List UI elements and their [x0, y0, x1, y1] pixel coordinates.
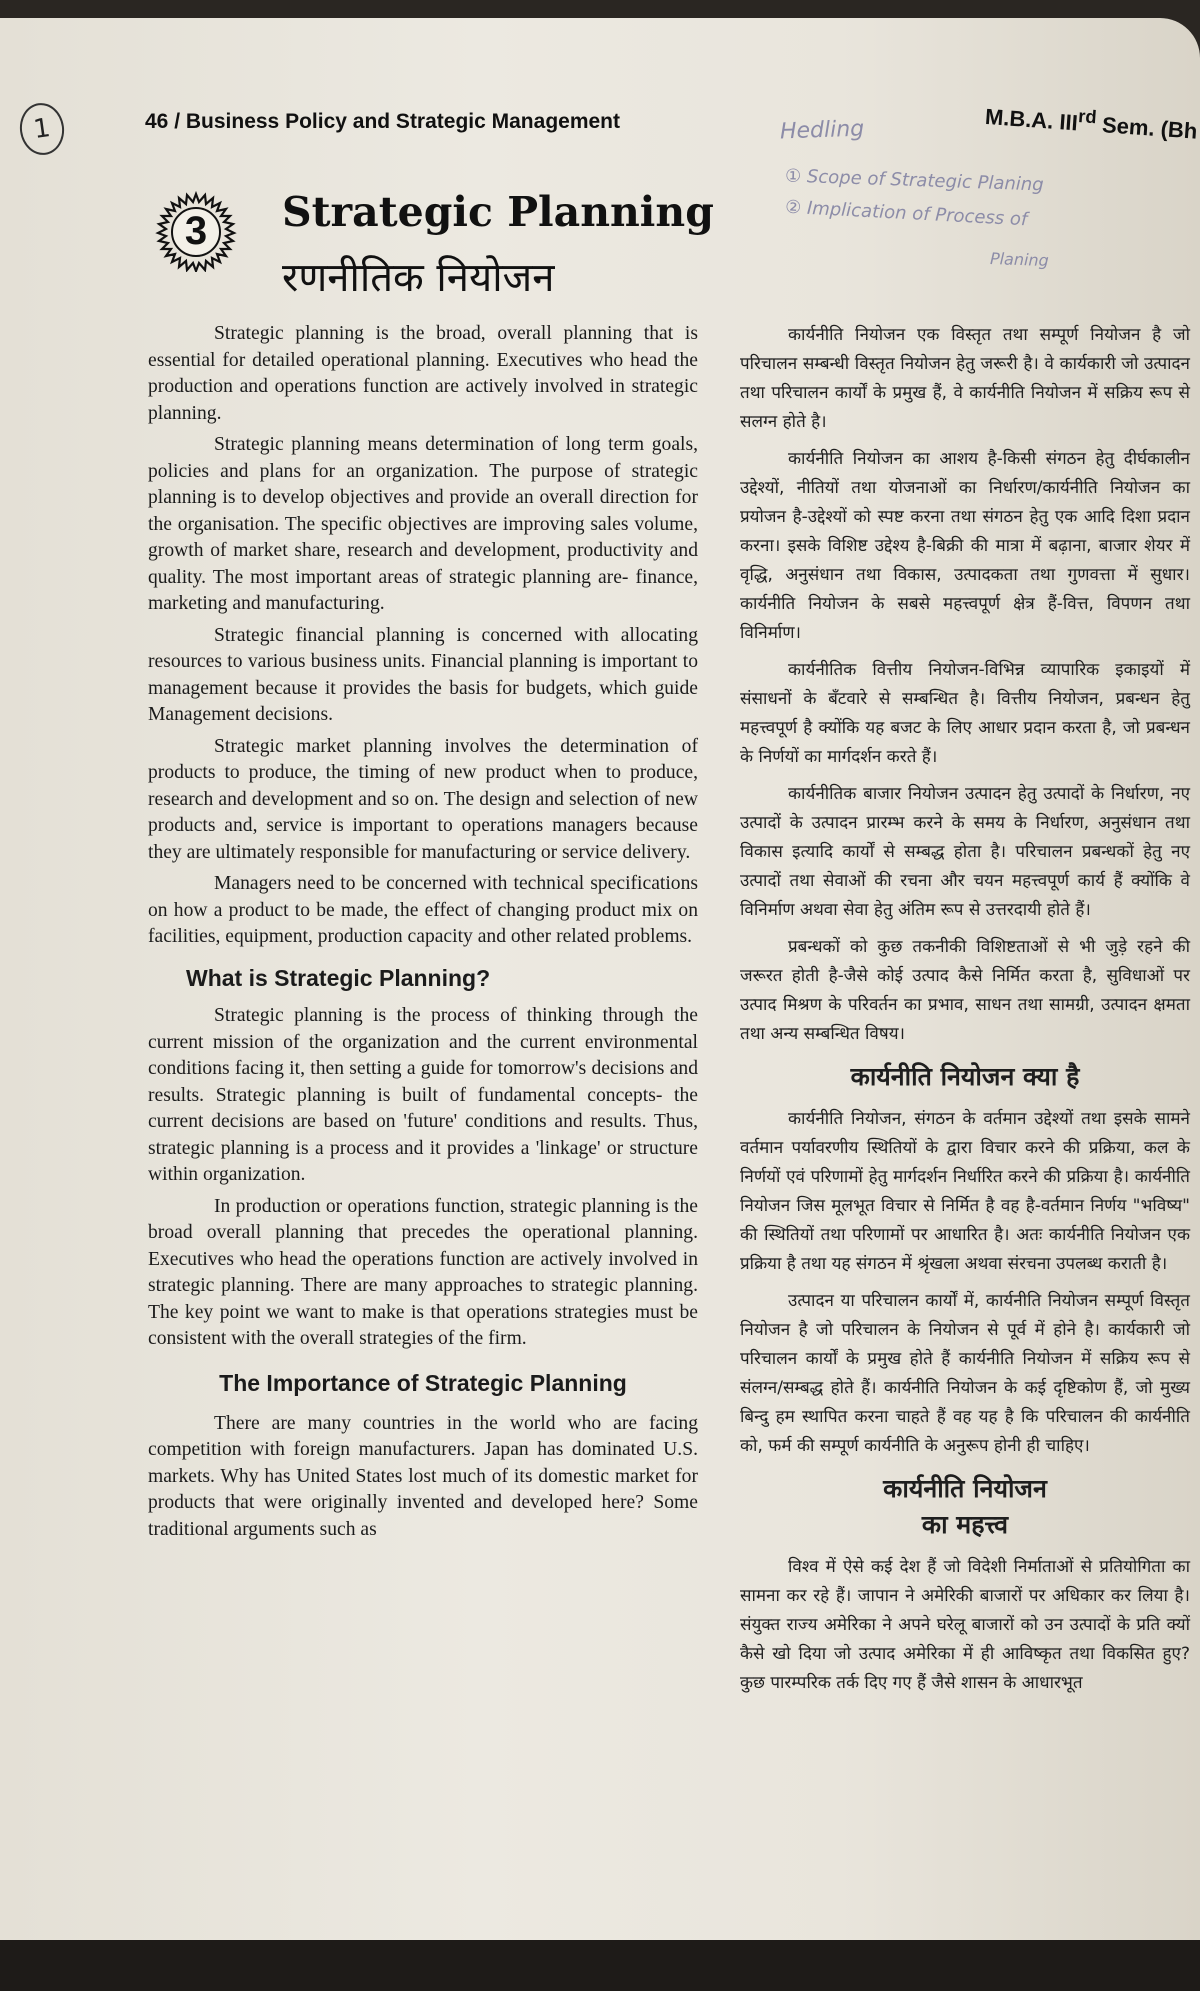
hindi-paragraph: कार्यनीति नियोजन का आशय है-किसी संगठन हेतु दीर्घकालीन उद्देश्यों, नीतियों तथा योजनाओं का निर्धारण/कार्यनीति नियोजन का प्रयोजन है-उद्देश्यों को स्पष्ट करना तथा संगठन हेतु एक आदि दिशा प्रदान करना। इसके विशिष्ट उद्देश्य है-बिक्री की मात्रा में बढ़ाना, बाजार शेयर में वृद्धि, अनुसंधान तथा विकास, उत्पादकता तथा गुणवत्ता में सुधार। कार्यनीति नियोजन के सबसे महत्त्वपूर्ण क्षेत्र हैं-वित्त, विपणन तथा विनिर्माण। — [740, 449, 1190, 643]
course-label: M.B.A. III — [984, 103, 1079, 136]
heading-what-is-strategic-planning: What is Strategic Planning? — [186, 964, 491, 991]
chapter-number: 3 — [184, 209, 208, 253]
handwritten-note-scope: ① Scope of Strategic Planing — [784, 165, 1045, 196]
hindi-heading-importance-line2: का महत्त्व — [921, 1510, 1009, 1539]
handwritten-note-implication: ② Implication of Process of — [784, 196, 1028, 231]
hindi-paragraph: कार्यनीति नियोजन, संगठन के वर्तमान उद्देश्यों तथा इसके सामने वर्तमान पर्यावरणीय स्थितियों के द्वारा विचार करने की प्रक्रिया, कल के निर्णयों एवं परिणामों हेतु मार्गदर्शन निर्धारित करने की प्रक्रिया है। कार्यनीति नियोजन जिस मूलभूत विचार से निर्मित है वह है-वर्तमान निर्णय "भविष्य" की स्थितियों तथा परिणामों पर आधारित है। अतः कार्यनीति नियोजन एक प्रक्रिया है तथा यह संगठन में श्रृंखला अथवा संरचना उपलब्ध कराती है। — [740, 1109, 1190, 1274]
chapter-title-english: Strategic Planning — [282, 188, 714, 236]
english-paragraph: There are many countries in the world who are facing competition with foreign manufacturers. Japan has dominated U.S. markets. Why has United States lost much of its domestic market for products that were originally invented and developed here? Some traditional arguments such as — [148, 1412, 698, 1540]
course-label-suffix: Sem. (Bh — [1095, 111, 1199, 144]
hindi-column — [740, 321, 1190, 1706]
chapter-title-hindi: रणनीतिक नियोजन — [282, 255, 555, 301]
hindi-heading-importance-line1: कार्यनीति नियोजन — [883, 1474, 1047, 1503]
english-column — [148, 321, 698, 1548]
hindi-paragraph: विश्व में ऐसे कई देश हैं जो विदेशी निर्माताओं से प्रतियोगिता का सामना कर रहे हैं। जापान ने अमेरिकी बाजारों पर अधिकार कर लिया है। संयुक्त राज्य अमेरिका ने अपने घरेलू बाजारों को उन उत्पादों के प्रति क्यों कैसे खो दिया जो उत्पाद अमेरिका में ही आविष्कृत तथा विकसित हुए? कुछ पारम्परिक तर्क दिए गए हैं जैसे शासन के आधारभूत — [740, 1557, 1190, 1693]
handwritten-note-heading: Hedling — [779, 116, 865, 145]
english-paragraph: Strategic planning means determination of long term goals, policies and plans for an organization. The purpose of strategic planning is to develop objectives and provide an overall direction for the organisation. The specific objectives are improving sales volume, growth of market share, research and development, productivity and quality. The most important areas of strategic planning are- finance, marketing and manufacturing. — [148, 434, 698, 614]
book-page — [0, 18, 1200, 1958]
hindi-heading-what: कार्यनीति नियोजन क्या है — [850, 1062, 1080, 1091]
heading-importance: The Importance of Strategic Planning — [219, 1369, 627, 1396]
handwritten-page-number: 1 — [17, 100, 68, 158]
english-paragraph: Strategic planning is the broad, overall planning that is essential for detailed operational planning. Executives who head the production and operations function are actively involved in strategic planning. — [148, 323, 698, 424]
english-paragraph: In production or operations function, strategic planning is the broad overall planning that precedes the operational planning. Executives who head the operations function are actively involved in strategic planning. There are many approaches to strategic planning. The key point we want to make is that operations strategies must be consistent with the overall strategies of the firm. — [148, 1195, 698, 1349]
running-header-left: 46 / Business Policy and Strategic Management — [145, 110, 620, 133]
english-paragraph: Strategic financial planning is concerned with allocating resources to various business units. Financial planning is important to management because it provides the basis for budgets, which guide Management decisions. — [148, 624, 698, 725]
english-paragraph: Strategic planning is the process of thinking through the current mission of the organization and the current environmental conditions facing it, then setting a guide for tomorrow's decisions and results. Strategic planning is built of fundamental concepts- the current decisions are based on 'future' conditions and results. Thus, strategic planning is a process and it provides a 'linkage' or structure within organization. — [148, 1005, 698, 1185]
hindi-paragraph: कार्यनीति नियोजन एक विस्तृत तथा सम्पूर्ण नियोजन है जो परिचालन सम्बन्धी विस्तृत नियोजन हेतु जरूरी है। वे कार्यकारी जो उत्पादन तथा परिचालन कार्यों के प्रमुख हैं, वे कार्यनीति नियोजन में सक्रिय रूप से सलग्न होते है। — [740, 325, 1190, 432]
hindi-paragraph: उत्पादन या परिचालन कार्यों में, कार्यनीति नियोजन सम्पूर्ण विस्तृत नियोजन है जो परिचालन के नियोजन से पूर्व में होने है। कार्यकारी जो परिचालन कार्यों के प्रमुख होते हैं कार्यनीति नियोजन में सक्रिय रूप से संलग्न/सम्बद्ध होते हैं। कार्यनीति नियोजन के कई दृष्टिकोण हैं, जो मुख्य बिन्दु हम स्थापित करना चाहते हैं वह यह है कि परिचालन की कार्यनीति को, फर्म की सम्पूर्ण कार्यनीति के अनुरूप होनी ही चाहिए। — [740, 1291, 1190, 1456]
handwritten-note-planing: Planing — [989, 248, 1050, 271]
running-header-right — [984, 99, 1198, 145]
course-label-sup: rd — [1077, 105, 1098, 128]
english-paragraph: Strategic market planning involves the determination of products to produce, the timing of new product when to produce, research and development and so on. The design and selection of new products and, service is important to operations managers because they are ultimately responsible for manufacturing or service delivery. — [148, 735, 698, 863]
page-bottom-shadow — [0, 1940, 1200, 1991]
hindi-paragraph: प्रबन्धकों को कुछ तकनीकी विशिष्टताओं से भी जुड़े रहने की जरूरत होती है-जैसे कोई उत्पाद कैसे निर्मित करता है, सुविधाओं पर उत्पाद मिश्रण के परिवर्तन का प्रभाव, साधन तथा सामग्री, उत्पादन क्षमता तथा अन्य सम्बन्धित विषय। — [740, 937, 1190, 1044]
english-paragraph: Managers need to be concerned with technical specifications on how a product to be made, the effect of changing product mix on facilities, equipment, production capacity and other related problems. — [148, 873, 698, 947]
hindi-paragraph: कार्यनीतिक वित्तीय नियोजन-विभिन्न व्यापारिक इकाइयों में संसाधनों के बँटवारे से सम्बन्धित है। वित्तीय नियोजन, प्रबन्धन हेतु महत्त्वपूर्ण है क्योंकि यह बजट के लिए आधार प्रदान करता है, जो प्रबन्धन के निर्णयों का मार्गदर्शन करते हैं। — [740, 660, 1190, 767]
hindi-paragraph: कार्यनीतिक बाजार नियोजन उत्पादन हेतु उत्पादों के निर्धारण, नए उत्पादों के उत्पादन प्रारम्भ करने के समय के निर्धारण, अनुसंधान तथा विकास इत्यादि कार्यों से सम्बद्ध होता है। परिचालन प्रबन्धकों हेतु नए उत्पादों तथा सेवाओं की रचना और चयन महत्त्वपूर्ण कार्य हैं क्योंकि वे विनिर्माण अथवा सेवा हेतु अंतिम रूप से उत्तरदायी होते हैं। — [740, 784, 1190, 920]
hindi-heading-importance — [740, 1471, 1190, 1543]
